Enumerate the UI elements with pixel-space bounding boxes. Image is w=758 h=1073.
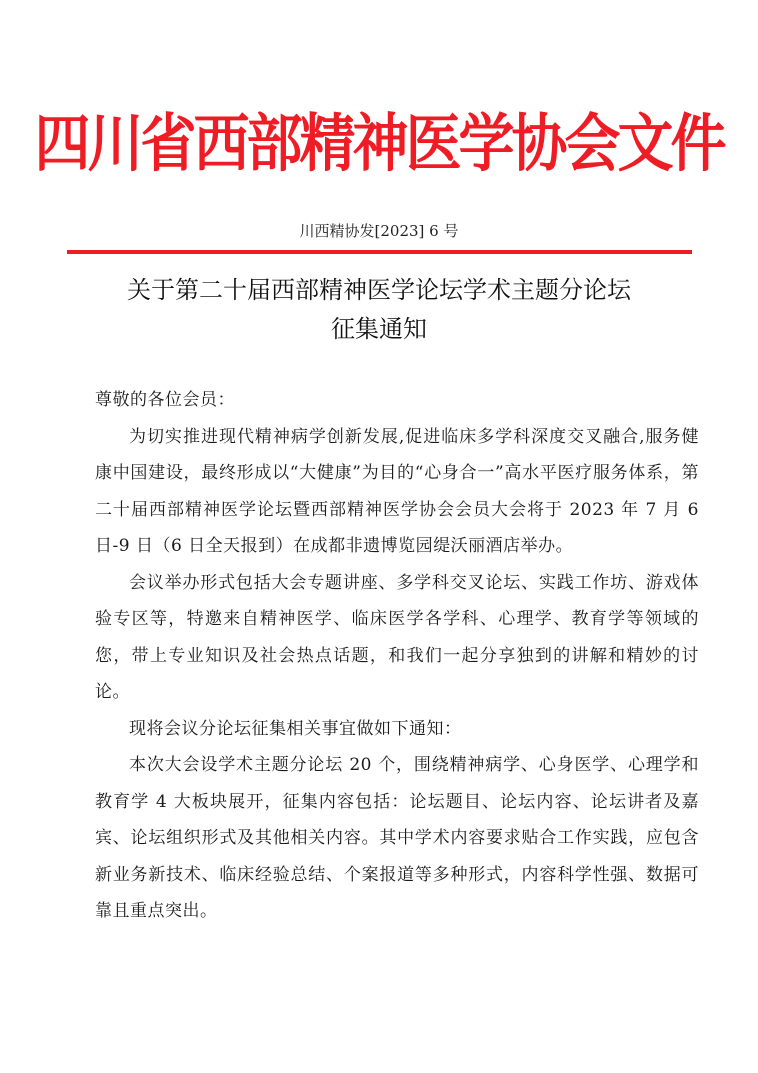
document-number: 川西精协发[2023] 6 号 (299, 222, 459, 240)
salutation: 尊敬的各位会员： (95, 390, 235, 410)
paragraph-requirements: 本次大会设学术主题分论坛 20 个，围绕精神病学、心身医学、心理学和教育学 4 大板块展开，征集内容包括：论坛题目、论坛内容、论坛讲者及嘉宾、论坛组织形式及其他相关内容。其中学术内容要求贴合工作实践，应包含新业务新技术、临床经验总结、个案报道等多种形式，内容科学性强、数据可靠且重点突出。 (95, 755, 699, 921)
document-title-line-2: 征集通知 (331, 315, 427, 343)
paragraph-format: 会议举办形式包括大会专题讲座、多学科交叉论坛、实践工作坊、游戏体验专区等，特邀来自精神医学、临床医学各学科、心理学、教育学等领域的您，带上专业知识及社会热点话题，和我们一起分享独到的讲解和精妙的讨论。 (95, 572, 699, 702)
paragraph-notice: 现将会议分论坛征集相关事宜做如下通知： (129, 718, 462, 739)
document-title-line-1: 关于第二十届西部精神医学论坛学术主题分论坛 (127, 276, 631, 304)
paragraph-intro: 为切实推进现代精神病学创新发展,促进临床多学科深度交叉融合,服务健康中国建设，最终形成以“大健康”为目的“心身合一”高水平医疗服务体系，第二十届西部精神医学论坛暨西部精神医学协会会员大会将于 2023 年 7 月 6 日-9 日（6 日全天报到）在成都非遗博览园缇沃丽酒店举办。 (95, 426, 699, 556)
document-header-title: 四川省西部精神医学协会文件 (34, 107, 724, 181)
header-divider-line (67, 250, 692, 254)
document-body (95, 382, 699, 930)
